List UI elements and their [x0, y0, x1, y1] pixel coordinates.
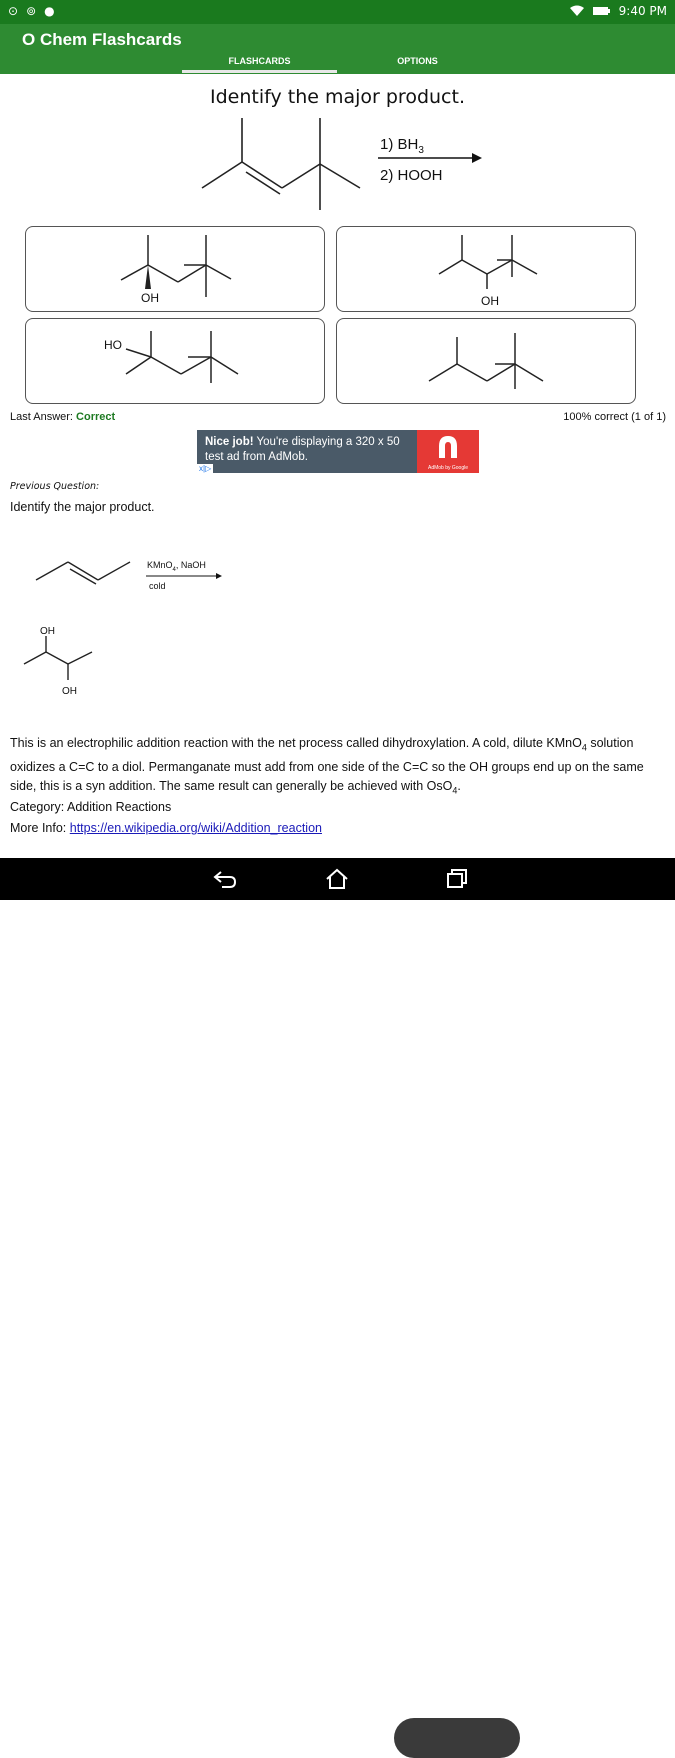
recent-apps-icon [445, 868, 469, 890]
last-answer [10, 411, 115, 423]
reaction-arrow [378, 153, 482, 163]
choice-3-structure [26, 319, 326, 405]
choice-2-label: OH [481, 294, 499, 308]
category-text: Category: Addition Reactions [10, 800, 172, 814]
recent-apps-highlight [394, 1718, 520, 1758]
tab-options[interactable]: OPTIONS [397, 56, 438, 66]
recent-apps-button[interactable] [422, 858, 492, 900]
app-bar [0, 24, 675, 74]
adchoices-icon[interactable]: x|▷ [199, 464, 212, 473]
answer-choice-1[interactable] [25, 226, 325, 312]
ad-banner[interactable] [197, 430, 479, 473]
back-button[interactable] [190, 858, 260, 900]
previous-reaction-scheme [30, 552, 240, 597]
tab-flashcards[interactable]: FLASHCARDS [228, 56, 291, 66]
explanation-text: This is an electrophilic addition reaction with the net process called dihydroxylation. A cold, dilute KMnO$_4$ solution oxidizes a C=C to a diol. Permanganate must add from one side of the C=C so the OH groups end up on the same side, this is a syn addition. The same result can generally be achieved with OsO$_4$. [10, 736, 644, 795]
reagent-2: 2) HOOH [380, 167, 443, 184]
previous-question-prompt: Identify the major product. [10, 500, 155, 514]
previous-reaction-arrow [146, 573, 222, 579]
last-answer-label: Last Answer: [10, 411, 73, 423]
last-answer-value: Correct [76, 411, 116, 423]
admob-icon [417, 430, 479, 464]
back-icon [212, 869, 238, 889]
choice-2-structure [337, 227, 637, 313]
location-pin-icon: ● [44, 4, 55, 18]
choice-3-label: HO [104, 338, 122, 352]
answer-choice-4[interactable] [336, 318, 636, 404]
notification-icon: ⊙ [8, 4, 19, 18]
status-bar [0, 0, 675, 24]
ad-headline: Nice job! [205, 436, 254, 448]
choice-1-structure [26, 227, 326, 313]
ad-brand: AdMob by Google [427, 465, 469, 471]
score-text: 100% correct (1 of 1) [563, 411, 666, 423]
ad-text [205, 435, 417, 465]
answer-choice-2[interactable] [336, 226, 636, 312]
more-info-label: More Info: [10, 821, 70, 835]
previous-product-bottom-label: OH [62, 686, 77, 697]
home-icon [324, 868, 350, 890]
more-info-link[interactable]: https://en.wikipedia.org/wiki/Addition_reaction [69, 821, 322, 835]
question-prompt: Identify the major product. [209, 86, 465, 108]
home-button[interactable] [302, 858, 372, 900]
previous-reagent-top: KMnO$_4$, NaOH [147, 560, 206, 573]
active-tab-indicator [182, 70, 337, 73]
choice-1-label: OH [141, 291, 159, 305]
previous-question-label: Previous Question: [10, 481, 100, 492]
ad-body: You're displaying a 320 x 50 test ad from AdMob. [205, 436, 400, 463]
sync-icon: ⊚ [26, 4, 37, 18]
previous-reagent-bottom: cold [149, 581, 166, 591]
wifi-icon [569, 5, 585, 17]
app-title: O Chem Flashcards [22, 30, 182, 49]
choice-4-structure [337, 319, 637, 405]
system-nav-bar [0, 858, 675, 900]
starting-alkene-structure [202, 118, 360, 210]
battery-icon [593, 6, 611, 16]
previous-product-structure [18, 622, 108, 702]
clock: 9:40 PM [618, 4, 667, 18]
more-info [10, 821, 322, 835]
answer-choice-3[interactable] [25, 318, 325, 404]
previous-product-top-label: OH [40, 626, 55, 637]
previous-alkene-structure [36, 562, 130, 584]
reagent-1: 1) $BH_3$ [380, 136, 424, 156]
reaction-scheme [190, 112, 500, 217]
admob-logo [417, 430, 479, 473]
